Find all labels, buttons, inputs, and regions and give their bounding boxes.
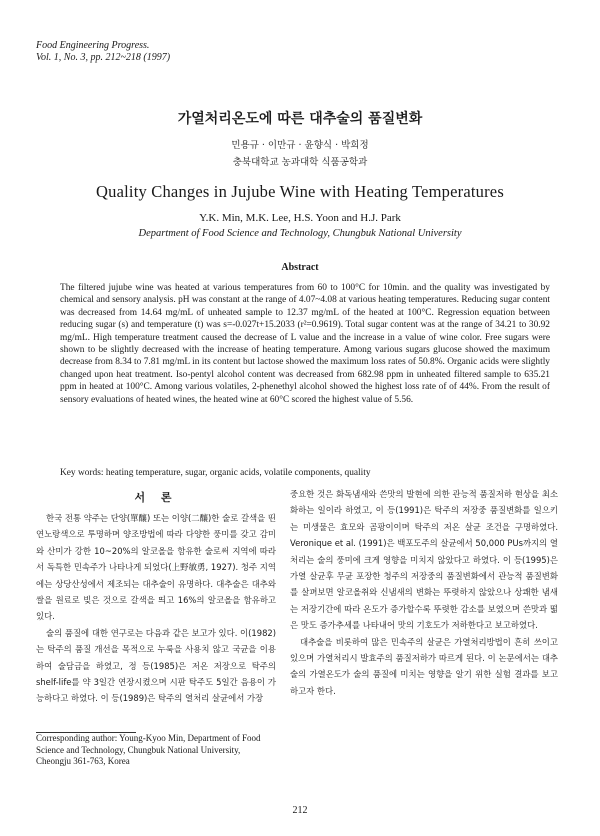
intro-paragraph-2: 술의 품질에 대한 연구로는 다음과 같은 보고가 있다. 이(1982)는 탁주의 품질 개선을 목적으로 누룩을 사용치 않고 국균을 이용하여 술담금을 하였고, 정 등(1985)은 저온 저장으로 탁주의 shelf-life를 약 3일간 연장시켰으며 시판 탁주도 5일간 음용이 가능하다고 하였다. 이 등(1989)은 탁주의 열처리 살균에서 가장 (36, 627, 276, 704)
english-affiliation: Department of Food Science and Technology, Chungbuk National University (138, 228, 462, 239)
intro-paragraph-1: 한국 전통 약주는 단양(單釀) 또는 이양(二釀)한 술로 갈색을 띤 연노랑색으로 투명하며 양조방법에 따라 다양한 풍미를 갖고 감미와 산미가 강한 10~20%의 알코올을 함유한 술로써 지역에 따라서 독특한 민속주가 나타나게 되었다(上野敏勇, 1927). 청주 지역에는 상당산성에서 제조되는 대추술이 유명하다. 대추술은 대추와 쌀을 원료로 빚은 것으로 갈색을 띄고 16%의 알코올을 함유하고 있다. (36, 513, 276, 622)
intro-paragraph-3: 중요한 것은 화독냄새와 쓴맛의 발현에 의한 관능적 품질저하 현상을 최소화하는 일이라 하였고, 이 등(1991)은 탁주의 저장중 품질변화를 일으키는 미생물은 효모와 곰팡이이며 탁주의 저온 살균 조건을 구명하였다. Veronique et al. (1991)은 백포도주의 살균에서 50,000 PUs까지의 열처리는 술의 풍미에 크게 영향을 미치지 않았다고 하였다. 이 등(1995)은 가열 살균후 무균 포장한 청주의 저장중의 품질변화에서 관능적 품질변화를 살펴보면 알코올취와 신냄새의 변화는 뚜렷하지 않았으나 상쾌한 냄새는 저장기간에 따라 온도가 증가할수록 뚜렷한 감소를 보였으며 쓴맛과 떫은 맛도 증가추세를 나타내어 맛의 기호도가 저하한다고 보고하였다. (290, 489, 558, 631)
english-title: Quality Changes in Jujube Wine with Heating Temperatures (96, 182, 504, 201)
right-column (290, 486, 558, 699)
abstract-heading: Abstract (281, 262, 319, 273)
intro-paragraph-4: 대추술을 비롯하여 많은 민속주의 살균은 가열처리방법이 흔히 쓰이고 있으며 가열처리시 발효주의 품질저하가 따르게 된다. 이 논문에서는 대추술의 가열온도가 술의 품질에 미치는 영향을 알기 위한 실험 결과를 보고하고자 한다. (290, 636, 558, 696)
section-heading-introduction: 서 론 (134, 491, 178, 504)
english-authors: Y.K. Min, M.K. Lee, H.S. Yoon and H.J. Park (199, 212, 401, 224)
korean-authors: 민용규 · 이만규 · 윤향식 · 박희정 (231, 140, 369, 151)
page-number: 212 (292, 805, 308, 816)
corresponding-author-footnote: Corresponding author: Young-Kyoo Min, Department of Food Science and Technology, Chungbuk National University, Cheongju 361-763, Korea (36, 733, 261, 766)
left-column (36, 510, 276, 707)
korean-affiliation: 충북대학교 농과대학 식품공학과 (232, 157, 368, 168)
keywords: Key words: heating temperature, sugar, organic acids, volatile components, quality (60, 468, 371, 478)
journal-issue: Vol. 1, No. 3, pp. 212~218 (1997) (36, 52, 171, 63)
journal-header (36, 40, 170, 64)
journal-name: Food Engineering Progress. (36, 40, 150, 51)
abstract-text: The filtered jujube wine was heated at various temperatures from 60 to 100°C for 10min. and the quality was investigated by chemical and sensory analysis. pH was constant at the range of 4.07~4.08 at various heating temperatures. Reducing sugar content was decreased from 14.64 mg/mL of unheated sample to 12.37 mg/mL of the heated at 100°C. Regression equation between reducing sugar (s) and temperature (t) was s=-0.027t+15.2033 (r²=0.9619). Total sugar content was at the range of 34.21 to 30.92 mg/mL. High temperature treatment caused the decrease of L value and the increase in a value of wine color. Free sugars were shown to be slightly decreased with the increase of heating temperature. Among various sugars glucose showed the maximum decrease from 8.34 to 7.81 mg/mL in its content but lactose showed the maximum loss rates of 50.8%. Organic acids were slightly changed upon heat treatment. Iso-pentyl alcohol content was decreased from 682.98 ppm in unheated filtered sample to 635.21 ppm in heated at 100°C. Among various volatiles, 2-phenethyl alcohol showed the highest loss rate of of 44%. From the result of sensory evaluations of heated wines, the heated wine at 60°C scored the highest value of 5.56. (60, 283, 550, 405)
korean-title: 가열처리온도에 따른 대추술의 품질변화 (177, 111, 423, 127)
